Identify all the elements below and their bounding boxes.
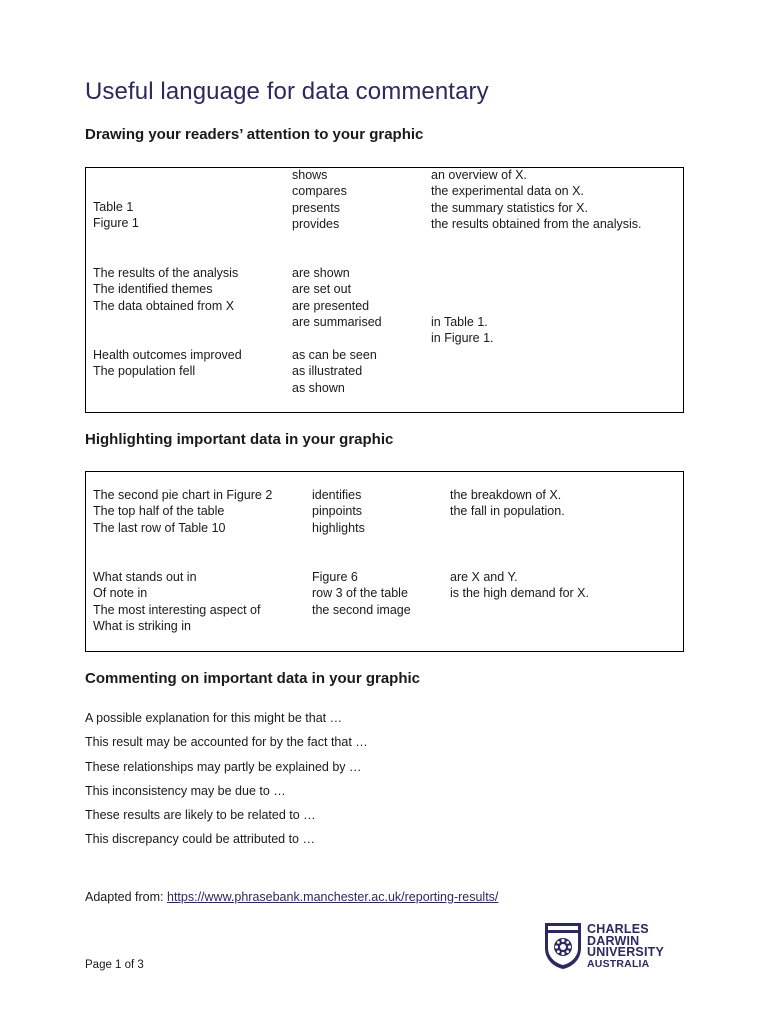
section-heading-commenting: Commenting on important data in your graphic: [85, 670, 421, 687]
s1-col1-group-a: [93, 199, 139, 232]
phrase: Of note in: [93, 586, 148, 601]
commenting-phrase-list: [85, 710, 368, 856]
phrase: The top half of the table: [93, 504, 225, 519]
phrase: The second pie chart in Figure 2: [93, 488, 273, 502]
phrase: are set out: [292, 282, 352, 297]
logo-line: UNIVERSITY: [587, 945, 665, 959]
phrase: the results obtained from the analysis.: [431, 217, 642, 232]
phrase: highlights: [312, 520, 365, 535]
s1-col2-group-c: [292, 347, 377, 396]
logo-line: DARWIN: [587, 933, 640, 948]
phrase: in Table 1.: [431, 315, 488, 329]
section-heading-highlighting: Highlighting important data in your graphic: [85, 431, 394, 448]
phrase: are summarised: [292, 315, 382, 330]
phrase: the breakdown of X.: [450, 488, 562, 502]
phrase: Table 1: [93, 200, 134, 214]
phrase: the fall in population.: [450, 504, 565, 519]
phrase: Figure 6: [312, 570, 358, 584]
phrase: as illustrated: [292, 364, 363, 379]
phrase: shows: [292, 168, 328, 182]
university-logo: [544, 922, 689, 974]
phrase: are presented: [292, 298, 370, 313]
phrase: The results of the analysis: [93, 266, 239, 280]
adapted-label: Adapted from:: [85, 890, 167, 904]
page-title: Useful language for data commentary: [85, 78, 489, 105]
s2-col2-group-b: [312, 569, 411, 618]
phrase: compares: [292, 184, 347, 199]
logo-line: AUSTRALIA: [587, 957, 650, 970]
phrase: The data obtained from X: [93, 298, 235, 313]
phrase: The most interesting aspect of: [93, 602, 261, 617]
phrase: as can be seen: [292, 348, 377, 362]
phrase: in Figure 1.: [431, 331, 494, 346]
s1-col1-group-c: [93, 347, 242, 380]
list-item: This result may be accounted for by the fact that …: [85, 735, 368, 750]
page-number: Page 1 of 3: [85, 959, 144, 971]
s1-col1-group-b: [93, 265, 238, 314]
phrase: are X and Y.: [450, 570, 518, 584]
phrase: an overview of X.: [431, 168, 527, 182]
phrase: The population fell: [93, 364, 196, 379]
phrase: the experimental data on X.: [431, 184, 584, 199]
list-item: A possible explanation for this might be that …: [85, 711, 343, 725]
phrase: provides: [292, 217, 340, 232]
s1-col3-group-b: [431, 314, 494, 347]
phrase: What is striking in: [93, 619, 191, 634]
phrase-table-highlighting: [85, 471, 684, 652]
s2-col1-group-b: [93, 569, 260, 635]
phrase: are shown: [292, 266, 350, 280]
phrase: the summary statistics for X.: [431, 200, 588, 215]
phrase: as shown: [292, 380, 345, 395]
s1-col2-group-a: [292, 167, 347, 233]
phrase: identifies: [312, 488, 362, 502]
source-link[interactable]: https://www.phrasebank.manchester.ac.uk/reporting-results/: [167, 890, 499, 904]
phrase: pinpoints: [312, 504, 363, 519]
phrase-table-drawing-attention: [85, 167, 684, 413]
phrase: is the high demand for X.: [450, 586, 589, 601]
phrase: Figure 1: [93, 216, 139, 231]
list-item: This inconsistency may be due to …: [85, 783, 286, 798]
phrase: The identified themes: [93, 282, 213, 297]
phrase: row 3 of the table: [312, 586, 408, 601]
s2-col3-group-a: [450, 487, 565, 520]
phrase: presents: [292, 200, 340, 215]
phrase: The last row of Table 10: [93, 520, 226, 535]
shield-emblem-icon: [544, 922, 582, 970]
section-heading-drawing-attention: Drawing your readers’ attention to your graphic: [85, 126, 424, 143]
s2-col2-group-a: [312, 487, 365, 536]
logo-line: CHARLES: [587, 922, 649, 936]
s1-col3-group-a: [431, 167, 642, 233]
s2-col3-group-b: [450, 569, 589, 602]
phrase: What stands out in: [93, 570, 197, 584]
phrase: Health outcomes improved: [93, 348, 242, 362]
source-attribution: [85, 890, 498, 904]
phrase: the second image: [312, 602, 411, 617]
list-item: These relationships may partly be explained by …: [85, 759, 362, 774]
logo-wordmark: [587, 924, 664, 970]
s1-col2-group-b: [292, 265, 382, 331]
list-item: This discrepancy could be attributed to …: [85, 832, 315, 847]
s2-col1-group-a: [93, 487, 272, 536]
list-item: These results are likely to be related to …: [85, 808, 316, 823]
